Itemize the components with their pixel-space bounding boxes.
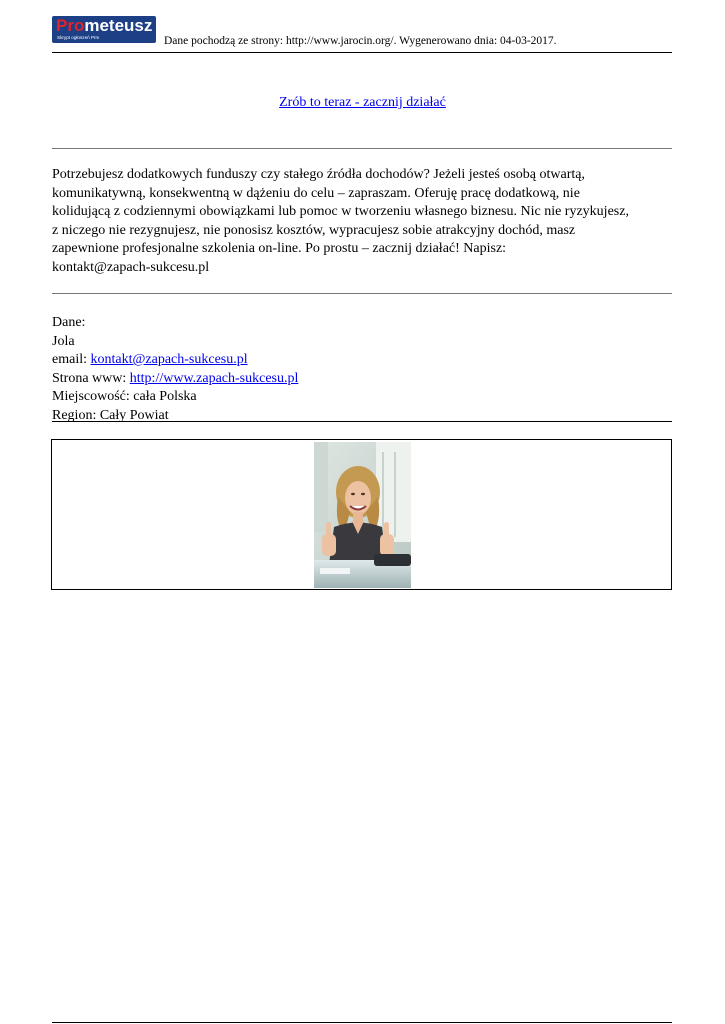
footer-divider xyxy=(52,1022,672,1023)
description-divider xyxy=(52,293,672,294)
website-row xyxy=(52,370,298,389)
website-link[interactable]: http://www.zapach-sukcesu.pl xyxy=(129,370,299,386)
email-label: email: xyxy=(52,352,91,367)
details-heading: Dane: xyxy=(52,315,86,330)
logo-subtitle: Skrypt ogłoszeń Prm xyxy=(57,35,100,40)
title-divider xyxy=(52,148,672,149)
ad-photo[interactable] xyxy=(314,442,411,588)
source-info: Dane pochodzą ze strony: http://www.jarocin.org/. Wygenerowano dnia: 04-03-2017. xyxy=(164,35,557,47)
ad-title-link[interactable]: Zrób to teraz - zacznij działać xyxy=(279,95,446,110)
header-divider xyxy=(52,52,672,53)
email-row xyxy=(52,351,298,370)
details-divider xyxy=(52,421,672,422)
prometeusz-logo xyxy=(52,16,156,43)
logo-wordmark: Prometeusz xyxy=(56,16,153,35)
ad-description: Potrzebujesz dodatkowych funduszy czy stałego źródła dochodów? Jeżeli jesteś osobą otwartą, komunikatywną, konsekwentną w dążeniu do celu – zapraszam. Oferuję pracę dodatkową, nie kolidującą z codziennymi obowiązkami lub pomoc w tworzeniu własnego biznesu. Nic nie ryzykujesz, z niczego nie rezygnujesz, nie ponosisz kosztów, wypracujesz sobie atrakcyjny dochód, masz zapewnione profesjonalne szkolenia on-line. Po prostu – zacznij działać! Napisz: kontakt@zapach-sukcesu.pl xyxy=(52,167,629,275)
location-row: Miejscowość: cała Polska xyxy=(52,389,197,404)
photo-frame xyxy=(51,439,672,590)
website-label: Strona www: xyxy=(52,370,130,386)
contact-name: Jola xyxy=(52,333,75,349)
email-link[interactable]: kontakt@zapach-sukcesu.pl xyxy=(90,352,248,367)
contact-details xyxy=(52,314,298,425)
region-row: Region: Cały Powiat xyxy=(52,407,169,423)
